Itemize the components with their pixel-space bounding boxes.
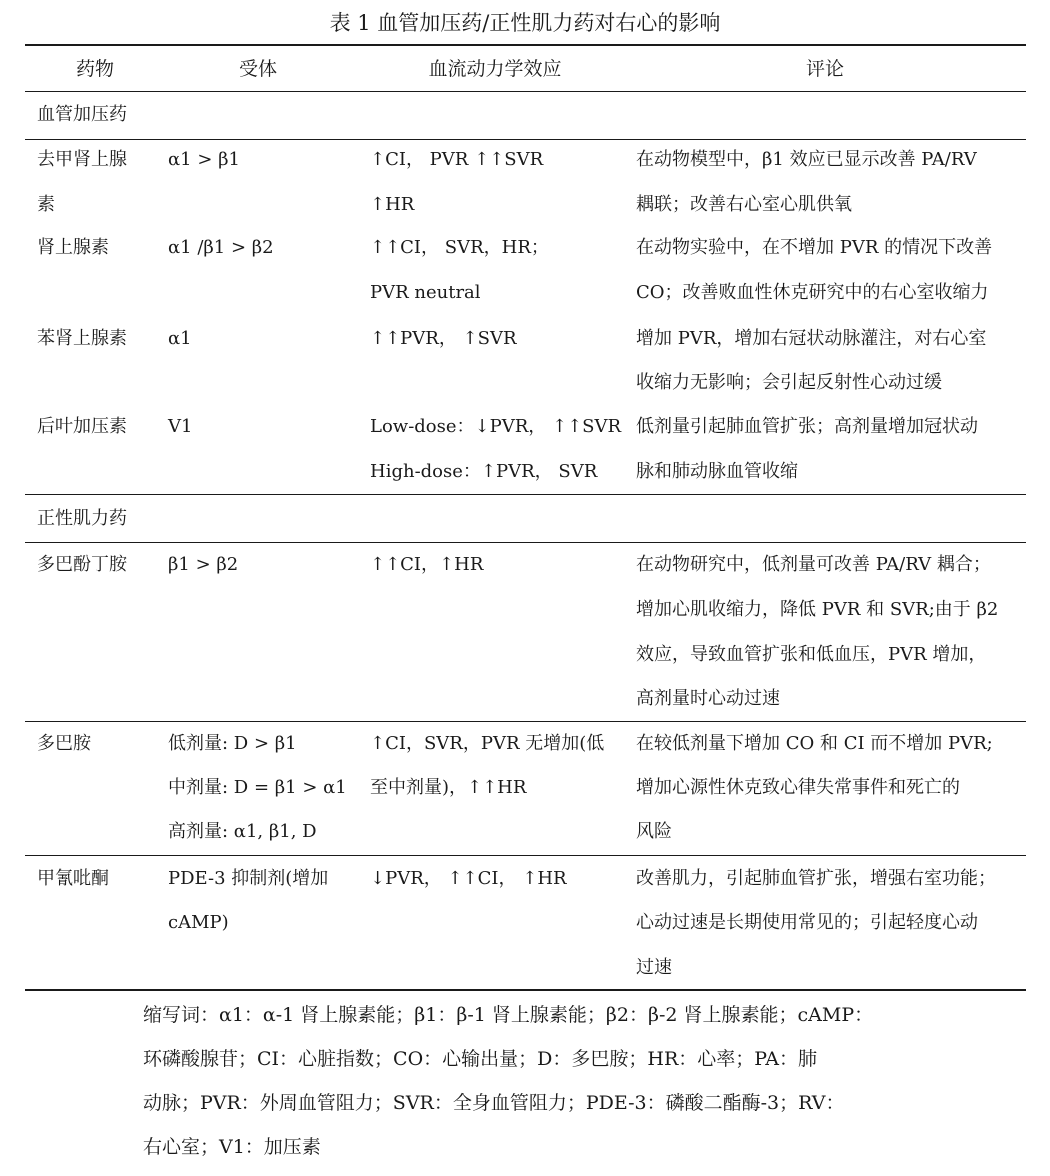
comment: 收缩力无影响；会引起反射性心动过缓 — [636, 372, 942, 393]
abbreviation-note: 缩写词：α1：α-1 肾上腺素能；β1：β-1 肾上腺素能；β2：β-2 肾上腺素能；cAMP： — [143, 1004, 874, 1026]
comment: 改善肌力，引起肺血管扩张，增强右室功能； — [636, 868, 996, 889]
comment: 在较低剂量下增加 CO 和 CI 而不增加 PVR; — [636, 733, 993, 754]
column-header-receptor: 受体 — [238, 58, 277, 80]
comment: 增加心源性休克致心律失常事件和死亡的 — [636, 777, 960, 798]
drug-name: 多巴胺 — [37, 733, 91, 754]
hemodynamic-effect: ↑↑PVR， ↑SVR — [370, 328, 517, 349]
comment: CO；改善败血性休克研究中的右心室收缩力 — [636, 282, 989, 303]
section-label-inotropes: 正性肌力药 — [37, 508, 127, 529]
drug-name: 素 — [37, 194, 55, 215]
hemodynamic-effect: ↑CI， PVR ↑↑SVR — [370, 149, 544, 170]
comment: 效应，导致血管扩张和低血压，PVR 增加， — [636, 644, 987, 665]
row-rule — [25, 855, 1026, 856]
receptor: PDE-3 抑制剂(增加 — [168, 868, 329, 889]
comment: 脉和肺动脉血管收缩 — [636, 461, 798, 482]
comment: 在动物模型中，β1 效应已显示改善 PA/RV — [636, 149, 977, 170]
table-title: 表 1 血管加压药/正性肌力药对右心的影响 — [329, 11, 721, 35]
section-rule — [25, 494, 1026, 495]
hemodynamic-effect: ↑CI，SVR，PVR 无增加(低 — [370, 733, 605, 754]
hemodynamic-effect: High-dose：↑PVR， SVR — [370, 461, 598, 482]
comment: 增加心肌收缩力，降低 PVR 和 SVR;由于 β2 — [636, 599, 999, 620]
comment: 增加 PVR，增加右冠状动脉灌注，对右心室 — [636, 328, 987, 349]
column-header-comment: 评论 — [805, 58, 844, 80]
drug-name: 多巴酚丁胺 — [37, 554, 127, 575]
abbreviation-note: 右心室；V1：加压素 — [143, 1136, 321, 1158]
top-rule — [25, 44, 1026, 46]
comment: 耦联；改善右心室心肌供氧 — [636, 194, 852, 215]
comment: 过速 — [636, 957, 672, 978]
section-label-vasopressors: 血管加压药 — [37, 104, 127, 125]
receptor: cAMP) — [168, 912, 229, 933]
receptor: 低剂量: D > β1 — [168, 733, 297, 754]
comment: 在动物实验中，在不增加 PVR 的情况下改善 — [636, 237, 993, 258]
bottom-rule — [25, 989, 1026, 991]
receptor: α1 — [168, 328, 192, 349]
hemodynamic-effect: ↑↑CI， SVR，HR； — [370, 237, 549, 258]
comment: 高剂量时心动过速 — [636, 688, 780, 709]
abbreviation-note: 环磷酸腺苷；CI：心脏指数；CO：心输出量；D：多巴胺；HR：心率；PA：肺 — [143, 1048, 818, 1070]
drug-name: 去甲肾上腺 — [37, 149, 127, 170]
comment: 低剂量引起肺血管扩张；高剂量增加冠状动 — [636, 416, 978, 437]
hemodynamic-effect: ↑HR — [370, 194, 415, 215]
receptor: 高剂量: α1, β1, D — [168, 821, 317, 842]
receptor: α1 > β1 — [168, 149, 240, 170]
drug-name: 甲氰吡酮 — [37, 868, 109, 889]
hemodynamic-effect: 至中剂量)，↑↑HR — [370, 777, 527, 798]
hemodynamic-effect: ↓PVR， ↑↑CI， ↑HR — [370, 868, 567, 889]
receptor: β1 > β2 — [168, 554, 239, 575]
comment: 心动过速是长期使用常见的；引起轻度心动 — [636, 912, 978, 933]
column-header-hemodynamics: 血流动力学效应 — [428, 58, 562, 80]
hemodynamic-effect: PVR neutral — [370, 282, 481, 303]
hemodynamic-effect: ↑↑CI，↑HR — [370, 554, 484, 575]
column-header-drug: 药物 — [75, 58, 114, 80]
hemodynamic-effect: Low-dose：↓PVR， ↑↑SVR — [370, 416, 622, 437]
drug-name: 苯肾上腺素 — [37, 328, 127, 349]
drug-name: 后叶加压素 — [37, 416, 127, 437]
comment: 风险 — [636, 821, 672, 842]
receptor: α1 /β1 > β2 — [168, 237, 274, 258]
comment: 在动物研究中，低剂量可改善 PA/RV 耦合； — [636, 554, 991, 575]
receptor: 中剂量: D = β1 > α1 — [168, 777, 347, 798]
abbreviation-note: 动脉；PVR：外周血管阻力；SVR：全身血管阻力；PDE-3：磷酸二酯酶-3；RV： — [143, 1092, 845, 1114]
receptor: V1 — [168, 416, 193, 437]
header-rule — [25, 91, 1026, 92]
drug-name: 肾上腺素 — [37, 237, 109, 258]
